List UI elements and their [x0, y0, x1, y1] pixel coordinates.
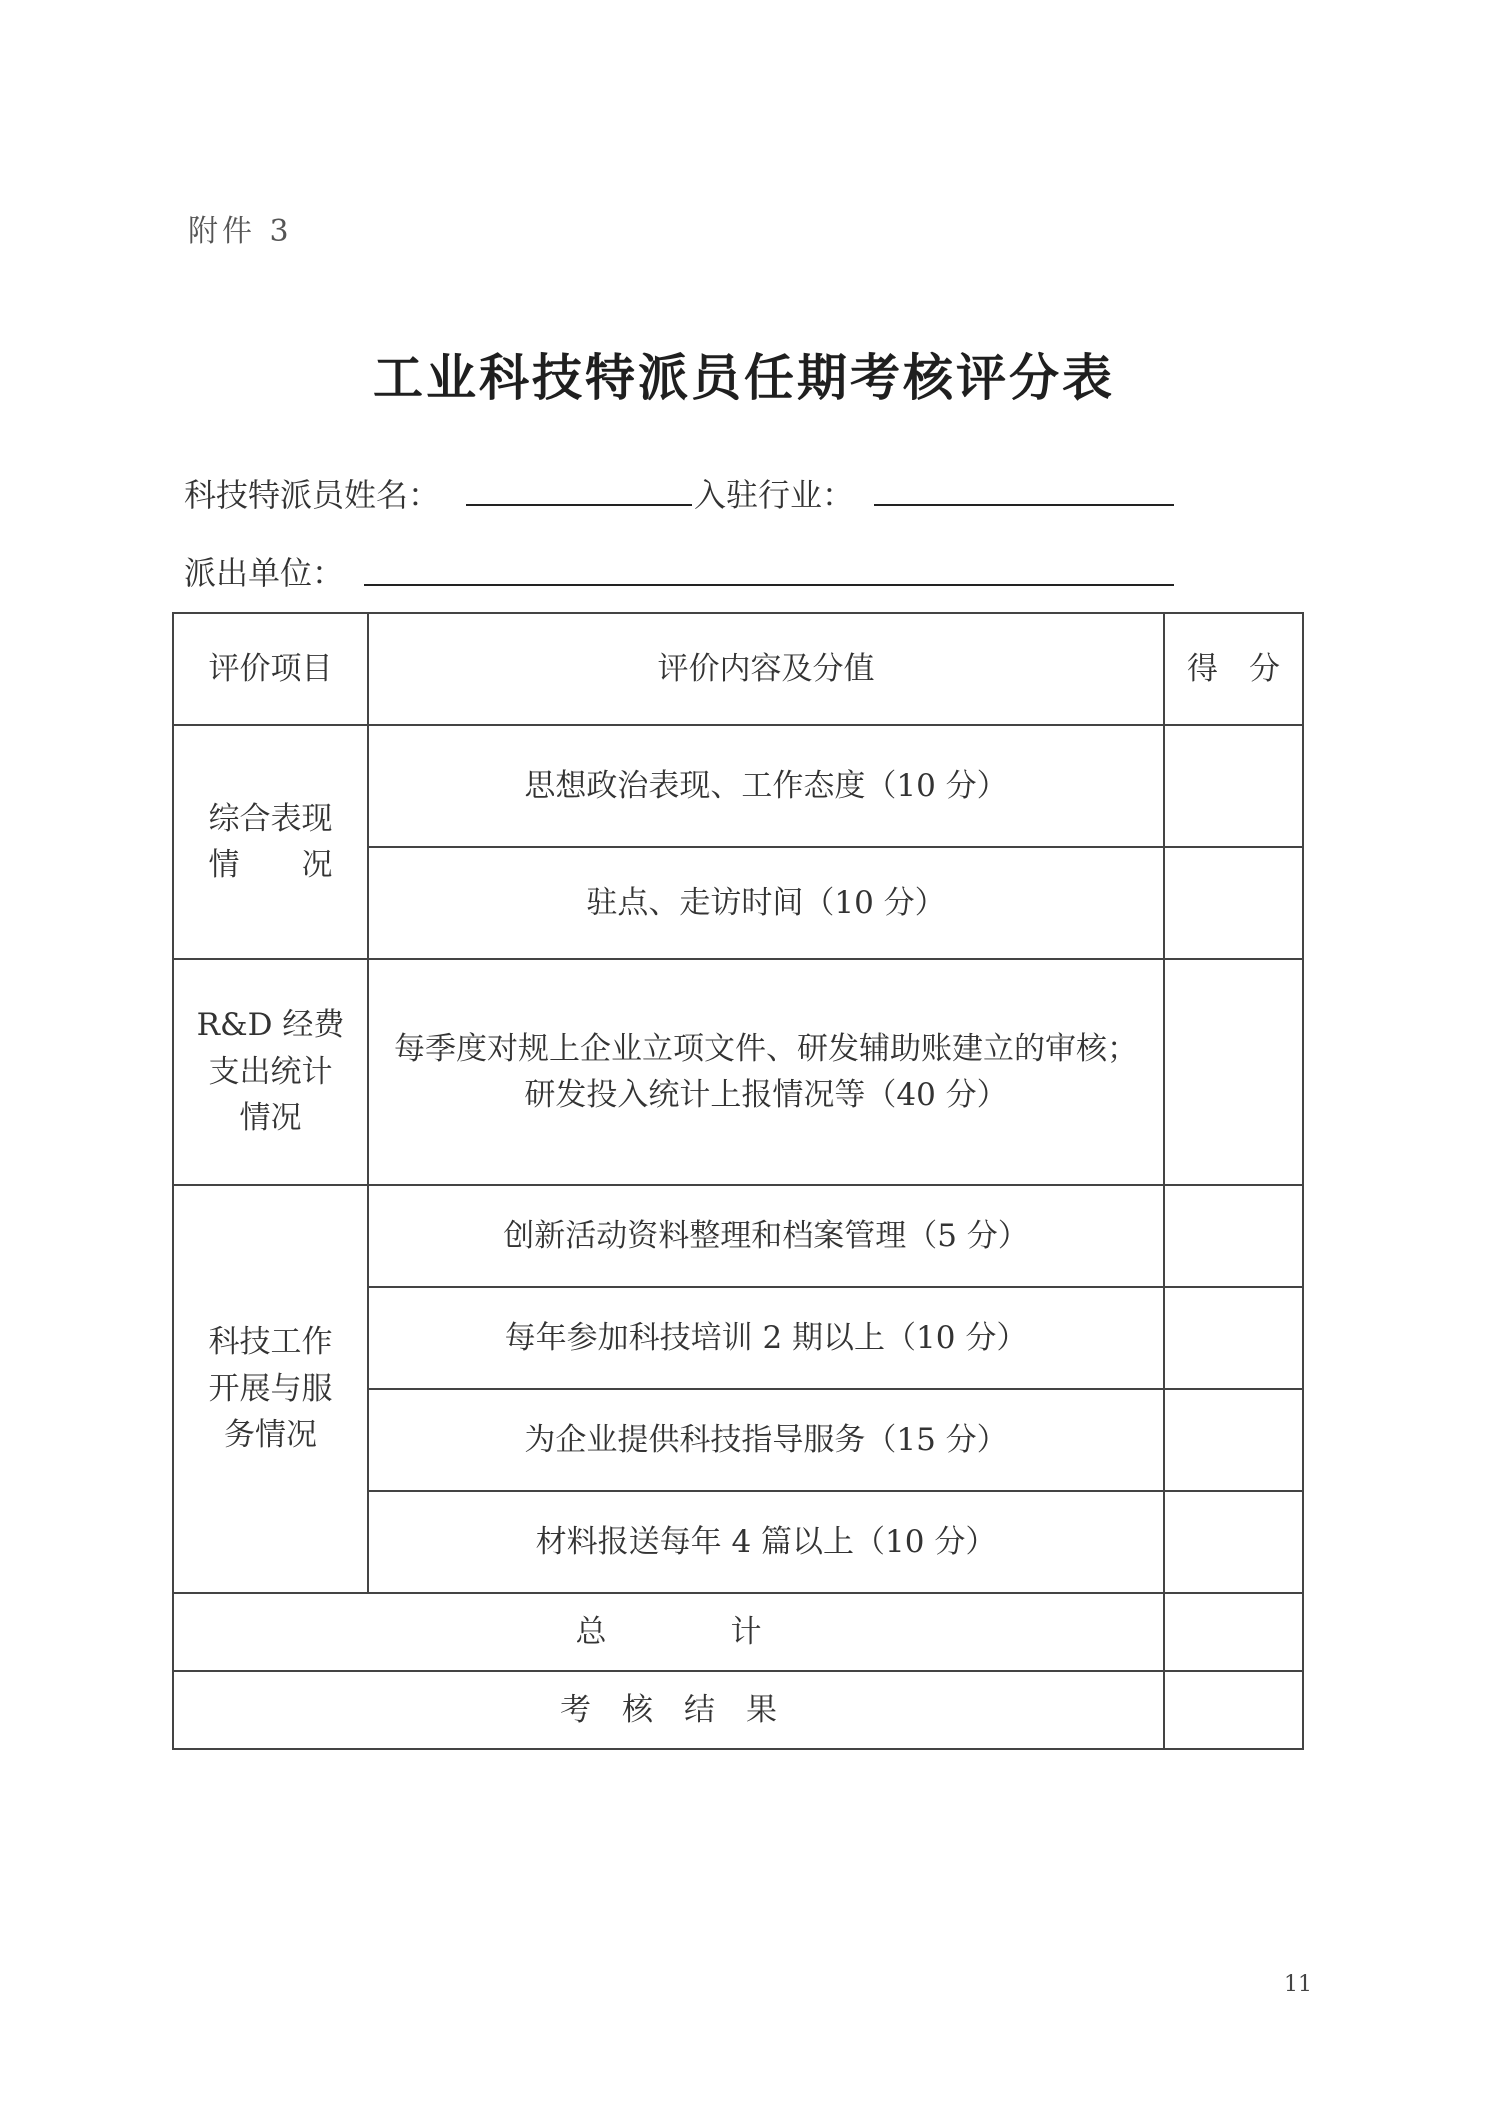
category-line: 情 况: [208, 847, 333, 883]
score-input-cell[interactable]: [1164, 1185, 1303, 1287]
score-input-cell[interactable]: [1164, 725, 1303, 847]
score-input-cell[interactable]: [1164, 1491, 1303, 1593]
result-label: 考 核 结 果: [173, 1671, 1164, 1749]
content-cell: 每季度对规上企业立项文件、研发辅助账建立的审核；研发投入统计上报情况等（40 分）: [368, 959, 1164, 1185]
total-row: [173, 1593, 1303, 1671]
score-input-cell[interactable]: [1164, 847, 1303, 959]
unit-field-label: 派出单位：: [184, 554, 345, 592]
table-row: [173, 959, 1303, 1185]
result-cell[interactable]: [1164, 1671, 1303, 1749]
header-content: 评价内容及分值: [368, 613, 1164, 725]
result-row: [173, 1671, 1303, 1749]
name-field-line[interactable]: [466, 504, 692, 506]
content-cell: 创新活动资料整理和档案管理（5 分）: [368, 1185, 1164, 1287]
header-score: 得 分: [1164, 613, 1303, 725]
content-cell: 为企业提供科技指导服务（15 分）: [368, 1389, 1164, 1491]
table-header-row: [173, 613, 1303, 725]
content-cell: 驻点、走访时间（10 分）: [368, 847, 1164, 959]
page-number: 11: [1284, 1972, 1312, 1997]
content-cell: 每年参加科技培训 2 期以上（10 分）: [368, 1287, 1164, 1389]
document-title: 工业科技特派员任期考核评分表: [373, 349, 1115, 407]
content-cell: 思想政治表现、工作态度（10 分）: [368, 725, 1164, 847]
unit-field-line[interactable]: [364, 584, 1174, 586]
industry-field-label: 入驻行业：: [694, 476, 855, 514]
category-cell: [173, 959, 368, 1185]
name-field-label: 科技特派员姓名：: [184, 476, 441, 514]
category-line: 科技工作: [208, 1324, 333, 1361]
score-input-cell[interactable]: [1164, 1287, 1303, 1389]
category-cell: [173, 725, 368, 959]
total-label: 总 计: [173, 1593, 1164, 1671]
category-line: R&D 经费: [196, 1007, 345, 1044]
category-line: 务情况: [224, 1417, 317, 1454]
score-input-cell[interactable]: [1164, 959, 1303, 1185]
category-line: 综合表现: [208, 800, 333, 837]
category-line: 支出统计: [208, 1053, 333, 1090]
category-line: 情况: [239, 1100, 302, 1137]
score-input-cell[interactable]: [1164, 1389, 1303, 1491]
attachment-label: 附件 3: [188, 214, 293, 249]
header-item: 评价项目: [173, 613, 368, 725]
table-row: [173, 1185, 1303, 1287]
score-table: [172, 612, 1304, 1750]
table-row: [173, 725, 1303, 847]
category-line: 开展与服: [208, 1370, 333, 1407]
total-score-cell[interactable]: [1164, 1593, 1303, 1671]
content-cell: 材料报送每年 4 篇以上（10 分）: [368, 1491, 1164, 1593]
industry-field-line[interactable]: [874, 504, 1174, 506]
category-cell: [173, 1185, 368, 1593]
